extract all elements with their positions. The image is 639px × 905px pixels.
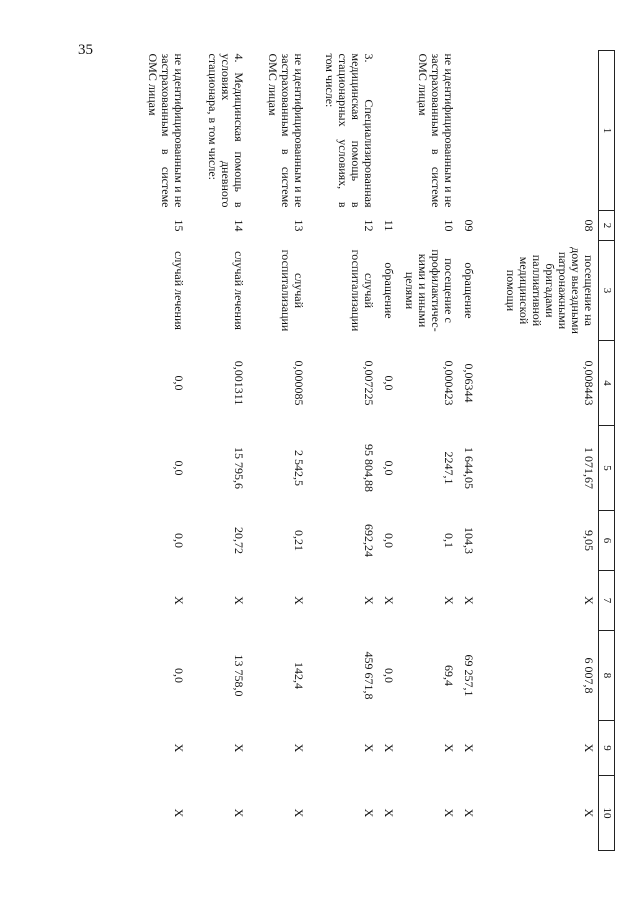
row-value-10: X: [172, 808, 187, 818]
header-cell: 7: [599, 571, 615, 631]
row-value-6: 9,05: [582, 530, 596, 551]
row-value-5: 2 542,5: [292, 450, 307, 486]
row-value-5: 95 804,88: [362, 444, 377, 492]
row-unit: посещение с профилактичес-кими и иными целями: [403, 249, 457, 332]
header-cell: 6: [599, 511, 615, 571]
row-unit: обращение: [382, 262, 397, 319]
header-cell: 10: [599, 776, 615, 851]
row-value-6: 0,1: [442, 533, 457, 548]
header-cell: 3: [599, 241, 615, 341]
row-value-7: X: [362, 596, 377, 605]
header-cell: 8: [599, 631, 615, 721]
row-value-8: 0,0: [382, 668, 397, 683]
row-value-4: 0,0: [172, 375, 187, 391]
row-unit: случай лечения: [232, 251, 247, 330]
header-cell: 5: [599, 426, 615, 511]
row-value-5: 2247,1: [442, 451, 457, 485]
row-code: 10: [442, 219, 457, 232]
row-value-8: 69 257,1: [462, 654, 477, 697]
row-value-6: 692,24: [362, 524, 377, 557]
page-number: 35: [78, 42, 93, 58]
data-table: [129, 50, 616, 851]
table-row: [249, 51, 309, 851]
row-value-8: 69,4: [442, 665, 457, 686]
row-unit: случай лечения: [172, 251, 187, 330]
row-value-6: 0,0: [382, 533, 397, 548]
row-value-7: X: [232, 596, 247, 605]
row-value-9: X: [292, 743, 307, 753]
row-value-5: 1 071,67: [582, 447, 596, 489]
table-row: [189, 51, 249, 851]
row-value-9: X: [442, 743, 457, 753]
row-value-4: 0,06344: [462, 363, 477, 403]
row-value-10: X: [382, 808, 397, 818]
row-label: [479, 51, 599, 211]
row-value-7: X: [292, 596, 307, 605]
row-value-6: 104,3: [462, 527, 477, 554]
row-value-7: X: [172, 596, 187, 605]
row-code: 15: [172, 219, 187, 232]
row-value-7: X: [582, 596, 596, 605]
row-code: 13: [292, 219, 307, 232]
row-value-6: 0,21: [292, 530, 307, 551]
row-code: 09: [462, 219, 477, 232]
row-unit: случай госпитализации: [349, 249, 377, 332]
row-value-10: X: [442, 808, 457, 818]
row-value-8: 6 007,8: [582, 657, 596, 694]
row-value-10: X: [232, 808, 247, 818]
row-value-4: 0,0: [382, 375, 397, 391]
row-value-8: 459 671,8: [362, 651, 377, 700]
row-value-10: X: [462, 808, 477, 818]
row-label: 4. Медицинская помощь в условиях дневного стационара, в том числе:: [206, 53, 247, 208]
table-row: [309, 51, 379, 851]
row-label: [459, 51, 479, 211]
header-cell: 9: [599, 721, 615, 776]
row-value-9: X: [362, 743, 377, 753]
header-cell: 4: [599, 341, 615, 426]
row-code: 11: [382, 219, 397, 232]
rotated-table-container: [105, 50, 615, 850]
row-label: не идентифицированным и не застрахованным в системе ОМС лицам: [416, 53, 457, 208]
row-value-5: 1 644,05: [462, 447, 477, 489]
row-value-9: X: [232, 743, 247, 753]
row-value-10: X: [292, 808, 307, 818]
row-value-8: 142,4: [292, 662, 307, 689]
row-value-10: X: [362, 808, 377, 818]
row-value-4: 0,000085: [292, 360, 307, 406]
row-label: 3. Специализированная медицинская помощь в стационарных условиях, в том числе:: [323, 53, 377, 208]
row-value-9: X: [382, 743, 397, 753]
row-value-8: 0,0: [172, 668, 187, 683]
row-value-9: X: [172, 743, 187, 753]
row-value-7: X: [462, 596, 477, 605]
row-value-5: 0,0: [382, 460, 397, 476]
row-unit: случай госпитализации: [279, 249, 307, 332]
row-label: не идентифицированным и не застрахованным в системе ОМС лицам: [266, 53, 307, 208]
row-code: 08: [582, 219, 596, 232]
row-unit: обращение: [462, 262, 477, 319]
row-label: не идентифицированным и не застрахованным в системе ОМС лицам: [146, 53, 187, 208]
header-cell: 1: [599, 51, 615, 211]
table-row: [379, 51, 399, 851]
header-row: [599, 51, 615, 851]
row-value-4: 0,007225: [362, 360, 377, 406]
table-row: [129, 51, 189, 851]
header-cell: 2: [599, 211, 615, 241]
row-value-8: 13 758,0: [232, 654, 247, 697]
row-value-6: 20,72: [232, 527, 247, 554]
row-code: 12: [362, 219, 377, 232]
row-value-4: 0,001311: [232, 360, 247, 406]
row-value-7: X: [382, 596, 397, 605]
table-row: [399, 51, 459, 851]
table-row: [459, 51, 479, 851]
row-value-6: 0,0: [172, 533, 187, 548]
row-label: [379, 51, 399, 211]
row-value-9: X: [462, 743, 477, 753]
row-value-7: X: [442, 596, 457, 605]
row-value-4: 0,000423: [442, 360, 457, 406]
row-value-5: 0,0: [172, 460, 187, 476]
table-row: [479, 51, 599, 851]
row-unit: посещение на дому выездными патронажными бригадами паллиативной медицинской помощи: [504, 247, 596, 334]
row-code: 14: [232, 219, 247, 232]
row-value-10: X: [582, 808, 596, 818]
row-value-4: 0,008443: [582, 360, 596, 406]
row-value-9: X: [582, 743, 596, 753]
row-value-5: 15 795,6: [232, 447, 247, 489]
